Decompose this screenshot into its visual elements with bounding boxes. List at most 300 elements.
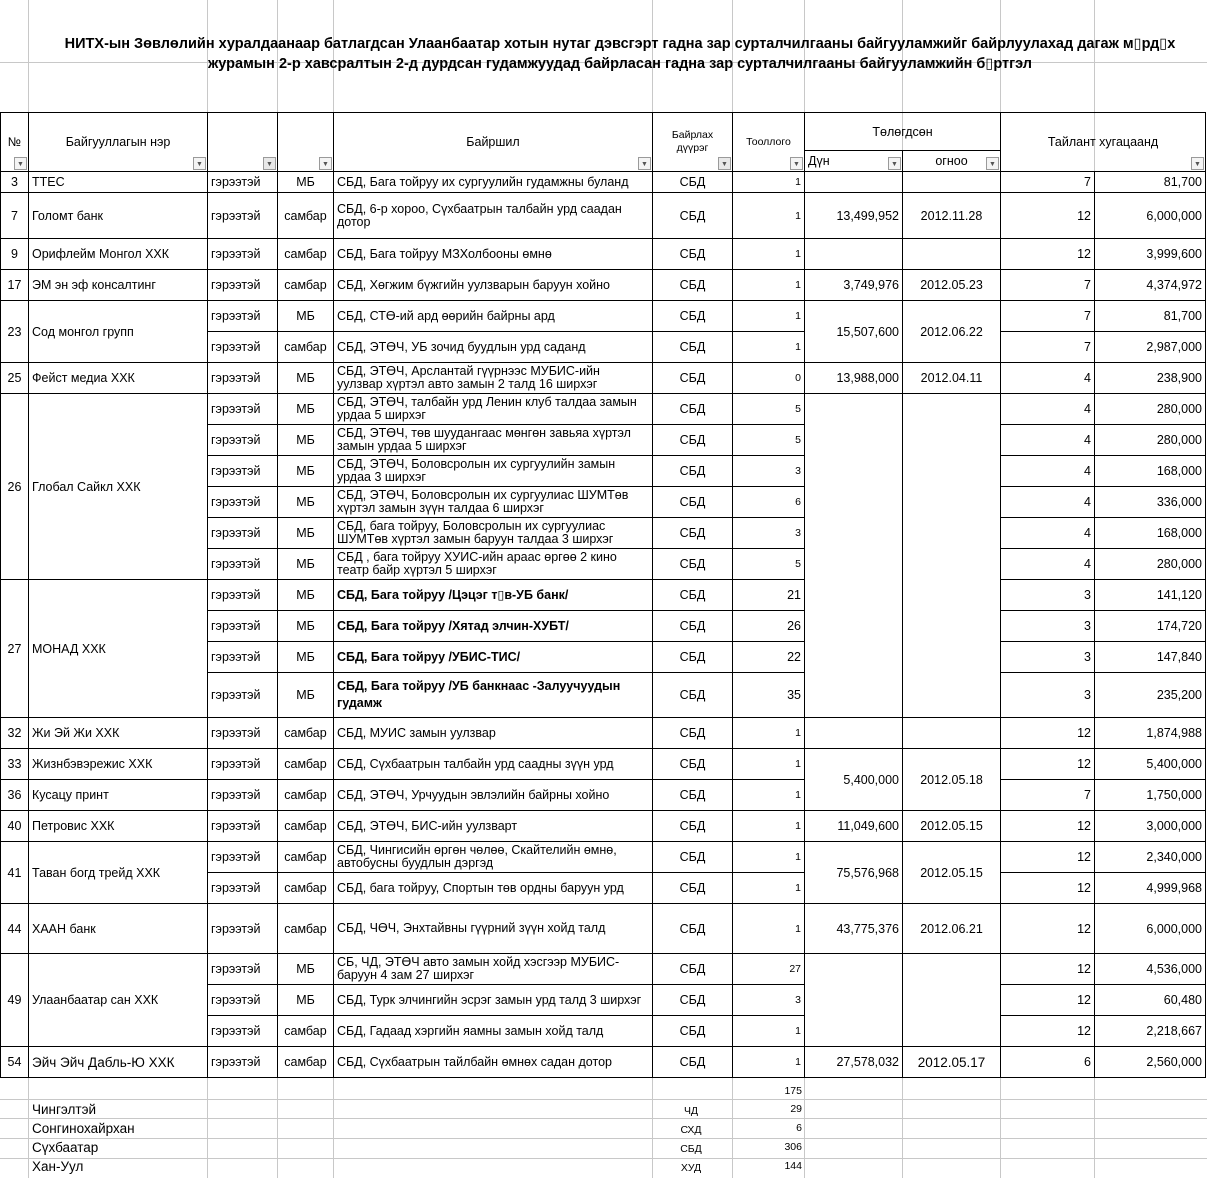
cell-district: СБД [653,954,733,985]
cell-district: СБД [653,1016,733,1047]
cell-type: гэрээтэй [208,873,278,904]
cell-amount-empty [805,394,903,718]
cell-months: 12 [1001,904,1095,954]
cell-count: 1 [733,172,805,193]
summary-value: 6 [796,1122,802,1134]
cell-months: 3 [1001,611,1095,642]
cell-name: Петровис ХХК [29,811,208,842]
cell-name: Сод монгол групп [29,301,208,363]
filter-dropdown-icon[interactable]: ▼ [790,157,803,170]
cell-district: СБД [653,394,733,425]
cell-count: 5 [733,394,805,425]
cell-type: гэрээтэй [208,580,278,611]
cell-count: 1 [733,780,805,811]
cell-no: 44 [1,904,29,954]
cell-type: гэрээтэй [208,193,278,239]
cell-district: СБД [653,673,733,718]
cell-location: СБД, ЭТӨЧ, талбайн урд Ленин клуб талдаа замын урдаа 5 ширхэг [334,394,653,425]
cell-months: 12 [1001,718,1095,749]
cell-media: самбар [278,718,334,749]
cell-type: гэрээтэй [208,954,278,985]
cell-media: МБ [278,456,334,487]
cell-count: 21 [733,580,805,611]
cell-media: МБ [278,642,334,673]
cell-media: самбар [278,749,334,780]
cell-media: МБ [278,954,334,985]
filter-dropdown-icon[interactable]: ▼ [638,157,651,170]
cell-total: 174,720 [1095,611,1206,642]
table-row [1,193,1206,239]
cell-total: 3,999,600 [1095,239,1206,270]
cell-name: Жизнбэвэрежис ХХК [29,749,208,780]
cell-location: СБ, ЧД, ЭТӨЧ авто замын хойд хэсгээр МУБИС-баруун 4 зам 27 ширхэг [334,954,653,985]
cell-name: Глобал Сайкл ХХК [29,394,208,580]
cell-location: СБД, бага тойруу, Боловсролын их сургуулиас ШУМТөв хүртэл замын баруун талдаа 3 ширхэг [334,518,653,549]
cell-no: 40 [1,811,29,842]
cell-name: Улаанбаатар сан ХХК [29,954,208,1047]
cell-count: 1 [733,301,805,332]
table-row [1,904,1206,954]
cell-months: 4 [1001,425,1095,456]
cell-district: СБД [653,780,733,811]
cell-no: 54 [1,1047,29,1078]
cell-type: гэрээтэй [208,673,278,718]
cell-name: ЭМ эн эф консалтинг [29,270,208,301]
cell-name: Таван богд трейд ХХК [29,842,208,904]
cell-months: 7 [1001,301,1095,332]
sheet-title [40,34,1200,74]
cell-district: СБД [653,811,733,842]
cell-count: 3 [733,985,805,1016]
cell-media: самбар [278,873,334,904]
cell-location: СБД, Бага тойруу МЗХолбооны өмнө [334,239,653,270]
cell-type: гэрээтэй [208,270,278,301]
cell-name: Фейст медиа ХХК [29,363,208,394]
filter-active-icon[interactable]: ▼ [263,157,276,170]
cell-no: 27 [1,580,29,718]
summary-total: 175 [784,1085,802,1097]
cell-total: 147,840 [1095,642,1206,673]
cell-total: 2,218,667 [1095,1016,1206,1047]
cell-months: 12 [1001,239,1095,270]
cell-no: 9 [1,239,29,270]
cell-location: СБД, СТӨ-ий ард өөрийн байрны ард [334,301,653,332]
cell-months: 7 [1001,780,1095,811]
cell-total: 1,874,988 [1095,718,1206,749]
cell-months: 12 [1001,873,1095,904]
cell-district: СБД [653,301,733,332]
filter-dropdown-icon[interactable]: ▼ [888,157,901,170]
cell-media: самбар [278,332,334,363]
cell-months: 12 [1001,985,1095,1016]
cell-type: гэрээтэй [208,718,278,749]
cell-district: СБД [653,873,733,904]
cell-months: 4 [1001,456,1095,487]
cell-district: СБД [653,425,733,456]
cell-type: гэрээтэй [208,332,278,363]
cell-media: МБ [278,363,334,394]
cell-total: 81,700 [1095,172,1206,193]
cell-media: МБ [278,487,334,518]
cell-count: 1 [733,332,805,363]
summary-value: 144 [784,1160,802,1172]
filter-dropdown-icon[interactable]: ▼ [1191,157,1204,170]
cell-media: МБ [278,172,334,193]
summary-name: Чингэлтэй [32,1102,96,1117]
cell-amount [805,172,903,193]
cell-total: 2,340,000 [1095,842,1206,873]
cell-name: Голомт банк [29,193,208,239]
summary-code: ХУД [680,1162,702,1174]
cell-name: Эйч Эйч Дабль-Ю ХХК [29,1047,208,1078]
cell-amount: 13,988,000 [805,363,903,394]
cell-total: 6,000,000 [1095,193,1206,239]
cell-date [903,239,1001,270]
cell-no: 26 [1,394,29,580]
cell-date: 2012.11.28 [903,193,1001,239]
cell-date: 2012.05.15 [903,811,1001,842]
cell-months: 12 [1001,811,1095,842]
title-line-1: НИТХ-ын Зөвлөлийн хуралдаанаар батлагдсан Улаанбаатар хотын нутаг дэвсгэрт гадна зар сурталчилгааны байгууламжийг байрлуулахад дагаж м▯рд▯х [64,36,1176,52]
cell-no: 25 [1,363,29,394]
cell-count: 35 [733,673,805,718]
cell-no: 41 [1,842,29,904]
cell-location: СБД, ЭТӨЧ, БИС-ийн уулзварт [334,811,653,842]
cell-total: 280,000 [1095,549,1206,580]
table-row [1,239,1206,270]
cell-media: самбар [278,239,334,270]
cell-count: 1 [733,270,805,301]
cell-location: СБД, 6-р хороо, Сүхбаатрын талбайн урд саадан дотор [334,193,653,239]
cell-type: гэрээтэй [208,749,278,780]
cell-date: 2012.05.23 [903,270,1001,301]
cell-months: 12 [1001,954,1095,985]
table-row [1,780,1206,811]
cell-total: 60,480 [1095,985,1206,1016]
cell-total: 4,536,000 [1095,954,1206,985]
cell-total: 2,560,000 [1095,1047,1206,1078]
cell-type: гэрээтэй [208,301,278,332]
cell-district: СБД [653,487,733,518]
cell-amount: 5,400,000 [805,749,903,811]
cell-media: самбар [278,811,334,842]
filter-dropdown-icon[interactable]: ▼ [986,157,999,170]
filter-dropdown-icon[interactable]: ▼ [14,157,27,170]
table-row [1,363,1206,394]
summary-code: СХД [680,1124,702,1136]
cell-type: гэрээтэй [208,611,278,642]
cell-district: СБД [653,985,733,1016]
cell-amount: 27,578,032 [805,1047,903,1078]
cell-media: МБ [278,549,334,580]
summary-value: 29 [790,1103,802,1115]
cell-count: 27 [733,954,805,985]
cell-months: 7 [1001,172,1095,193]
col-header-paid: Төлөгдсөн [805,113,1001,151]
col-header-count: Тооллого ▼ [733,113,805,172]
cell-count: 5 [733,549,805,580]
cell-amount: 13,499,952 [805,193,903,239]
cell-type: гэрээтэй [208,425,278,456]
cell-total: 280,000 [1095,394,1206,425]
cell-no: 17 [1,270,29,301]
cell-total: 235,200 [1095,673,1206,718]
cell-date [903,718,1001,749]
cell-media: самбар [278,780,334,811]
filter-active-icon[interactable]: ▼ [718,157,731,170]
cell-name: ТТЕС [29,172,208,193]
cell-months: 4 [1001,518,1095,549]
cell-district: СБД [653,842,733,873]
cell-district: СБД [653,518,733,549]
summary-code: ЧД [683,1105,699,1117]
cell-count: 22 [733,642,805,673]
cell-date: 2012.05.17 [903,1047,1001,1078]
cell-name: МОНАД ХХК [29,580,208,718]
cell-location: СБД, МУИС замын уулзвар [334,718,653,749]
cell-count: 0 [733,363,805,394]
cell-media: МБ [278,394,334,425]
cell-months: 3 [1001,642,1095,673]
cell-count: 3 [733,456,805,487]
cell-total: 238,900 [1095,363,1206,394]
cell-months: 3 [1001,673,1095,718]
summary-name: Хан-Уул [32,1159,84,1174]
cell-type: гэрээтэй [208,363,278,394]
cell-location: СБД, Сүхбаатрын тайлбайн өмнөх садан дотор [334,1047,653,1078]
cell-location: СБД, Бага тойруу /Цэцэг т▯в-УБ банк/ [334,580,653,611]
cell-total: 336,000 [1095,487,1206,518]
cell-date-empty [903,954,1001,1047]
cell-total: 4,999,968 [1095,873,1206,904]
cell-total: 168,000 [1095,518,1206,549]
cell-date: 2012.04.11 [903,363,1001,394]
table-row [1,811,1206,842]
cell-no: 23 [1,301,29,363]
cell-amount: 3,749,976 [805,270,903,301]
table-row [1,954,1206,985]
col-header-location: Байршил ▼ [334,113,653,172]
cell-count: 1 [733,873,805,904]
cell-media: самбар [278,842,334,873]
title-line-2: журамын 2-р хавсралтын 2-д дурдсан гудамжуудад байрласан гадна зар сурталчилгааны байгууламжийн б▯ртгэл [208,56,1032,72]
filter-dropdown-icon[interactable]: ▼ [193,157,206,170]
cell-location: СБД, бага тойруу, Спортын төв ордны баруун урд [334,873,653,904]
cell-district: СБД [653,172,733,193]
cell-type: гэрээтэй [208,811,278,842]
cell-type: гэрээтэй [208,642,278,673]
cell-amount [805,718,903,749]
cell-district: СБД [653,193,733,239]
cell-months: 7 [1001,332,1095,363]
cell-months: 4 [1001,487,1095,518]
cell-months: 4 [1001,394,1095,425]
cell-count: 1 [733,718,805,749]
cell-media: МБ [278,985,334,1016]
cell-location: СБД, ЭТӨЧ, Урчуудын эвлэлийн байрны хойно [334,780,653,811]
cell-district: СБД [653,642,733,673]
cell-type: гэрээтэй [208,487,278,518]
cell-date [903,172,1001,193]
cell-total: 141,120 [1095,580,1206,611]
cell-total: 280,000 [1095,425,1206,456]
cell-months: 12 [1001,842,1095,873]
cell-location: СБД, ЭТӨЧ, УБ зочид буудлын урд саданд [334,332,653,363]
cell-location: СБД, Бага тойруу /Хятад элчин-ХУБТ/ [334,611,653,642]
cell-count: 1 [733,842,805,873]
table-row [1,842,1206,873]
col-header-type [208,113,278,172]
cell-location: СБД, ЭТӨЧ, Арслантай гүүрнээс МУБИС-ийн уулзвар хүртэл авто замын 2 талд 16 ширхэг [334,363,653,394]
cell-type: гэрээтэй [208,172,278,193]
cell-type: гэрээтэй [208,842,278,873]
cell-total: 168,000 [1095,456,1206,487]
col-header-district: Байрлах дүүрэг ▼ [653,113,733,172]
cell-months: 7 [1001,270,1095,301]
cell-type: гэрээтэй [208,780,278,811]
cell-location: СБД, Сүхбаатрын талбайн урд саадны зүүн урд [334,749,653,780]
cell-date: 2012.06.22 [903,301,1001,363]
cell-months: 12 [1001,749,1095,780]
filter-dropdown-icon[interactable]: ▼ [319,157,332,170]
cell-months: 4 [1001,363,1095,394]
cell-total: 81,700 [1095,301,1206,332]
cell-total: 3,000,000 [1095,811,1206,842]
cell-type: гэрээтэй [208,1047,278,1078]
table-row [1,172,1206,193]
cell-media: МБ [278,673,334,718]
cell-total: 2,987,000 [1095,332,1206,363]
cell-location: СБД, ЧӨЧ, Энхтайвны гүүрний зүүн хойд талд [334,904,653,954]
cell-district: СБД [653,718,733,749]
cell-location: СБД, ЭТӨЧ, Боловсролын их сургуулиас ШУМТөв хүртэл замын зүүн талдаа 6 ширхэг [334,487,653,518]
cell-date-empty [903,394,1001,718]
cell-date: 2012.06.21 [903,904,1001,954]
cell-no: 33 [1,749,29,780]
cell-district: СБД [653,239,733,270]
col-header-report: Тайлант хугацаанд ▼ [1001,113,1206,172]
col-header-date: огноо ▼ [903,151,1001,172]
table-row [1,718,1206,749]
summary-name: Сонгинохайрхан [32,1121,135,1136]
cell-total: 6,000,000 [1095,904,1206,954]
cell-total: 1,750,000 [1095,780,1206,811]
cell-date: 2012.05.15 [903,842,1001,904]
summary-name: Сүхбаатар [32,1140,99,1155]
cell-media: самбар [278,904,334,954]
cell-type: гэрээтэй [208,904,278,954]
cell-media: самбар [278,1047,334,1078]
summary-value: 306 [784,1141,802,1153]
cell-district: СБД [653,1047,733,1078]
cell-amount: 43,775,376 [805,904,903,954]
cell-name: Орифлейм Монгол ХХК [29,239,208,270]
cell-no: 3 [1,172,29,193]
cell-count: 1 [733,239,805,270]
cell-location: СБД, Турк элчингийн эсрэг замын урд талд 3 ширхэг [334,985,653,1016]
cell-count: 1 [733,749,805,780]
summary-code: СБД [680,1143,702,1155]
cell-district: СБД [653,549,733,580]
col-header-name: Байгууллагын нэр ▼ [29,113,208,172]
cell-no: 36 [1,780,29,811]
cell-media: МБ [278,518,334,549]
col-header-media [278,113,334,172]
cell-location: СБД, Бага тойруу /УБ банкнаас -Залуучуудын гудамж [334,673,653,718]
cell-months: 6 [1001,1047,1095,1078]
table-row [1,394,1206,425]
cell-media: МБ [278,580,334,611]
cell-location: СБД, Гадаад хэргийн яамны замын хойд талд [334,1016,653,1047]
cell-location: СБД, ЭТӨЧ, Боловсролын их сургуулийн замын урдаа 3 ширхэг [334,456,653,487]
cell-location: СБД, Чингисийн өргөн чөлөө, Скайтелийн өмнө, автобусны буудлын дэргэд [334,842,653,873]
cell-name: ХААН банк [29,904,208,954]
cell-location: СБД , бага тойруу ХУИС-ийн араас өргөө 2 кино театр байр хүртэл 5 ширхэг [334,549,653,580]
cell-amount [805,239,903,270]
cell-total: 4,374,972 [1095,270,1206,301]
cell-count: 6 [733,487,805,518]
col-header-no: № ▼ [1,113,29,172]
cell-months: 3 [1001,580,1095,611]
cell-name: Жи Эй Жи ХХК [29,718,208,749]
cell-type: гэрээтэй [208,394,278,425]
cell-count: 1 [733,904,805,954]
cell-no: 49 [1,954,29,1047]
cell-no: 32 [1,718,29,749]
cell-count: 26 [733,611,805,642]
cell-location: СБД, Бага тойруу /УБИС-ТИС/ [334,642,653,673]
cell-months: 12 [1001,1016,1095,1047]
cell-location: СБД, ЭТӨЧ, төв шуудангаас мөнгөн завьяа хүртэл замын урдаа 5 ширхэг [334,425,653,456]
cell-date: 2012.05.18 [903,749,1001,811]
cell-count: 1 [733,193,805,239]
cell-district: СБД [653,456,733,487]
cell-total: 5,400,000 [1095,749,1206,780]
table-row [1,301,1206,332]
cell-district: СБД [653,363,733,394]
cell-count: 1 [733,1016,805,1047]
table-row [1,270,1206,301]
cell-type: гэрээтэй [208,549,278,580]
cell-name: Кусацу принт [29,780,208,811]
cell-media: МБ [278,425,334,456]
registry-table [0,112,1206,1078]
cell-type: гэрээтэй [208,1016,278,1047]
table-row [1,1047,1206,1078]
cell-months: 12 [1001,193,1095,239]
cell-media: самбар [278,270,334,301]
cell-district: СБД [653,580,733,611]
col-header-amount: Дүн ▼ [805,151,903,172]
cell-amount-empty [805,954,903,1047]
cell-district: СБД [653,904,733,954]
cell-district: СБД [653,611,733,642]
cell-count: 1 [733,811,805,842]
cell-amount: 11,049,600 [805,811,903,842]
cell-district: СБД [653,332,733,363]
cell-type: гэрээтэй [208,518,278,549]
cell-amount: 15,507,600 [805,301,903,363]
table-row [1,749,1206,780]
cell-type: гэрээтэй [208,239,278,270]
cell-count: 3 [733,518,805,549]
cell-location: СБД, Хөгжим бүжгийн уулзварын баруун хойно [334,270,653,301]
cell-type: гэрээтэй [208,985,278,1016]
cell-type: гэрээтэй [208,456,278,487]
cell-media: МБ [278,611,334,642]
cell-months: 4 [1001,549,1095,580]
table-row [1,580,1206,611]
